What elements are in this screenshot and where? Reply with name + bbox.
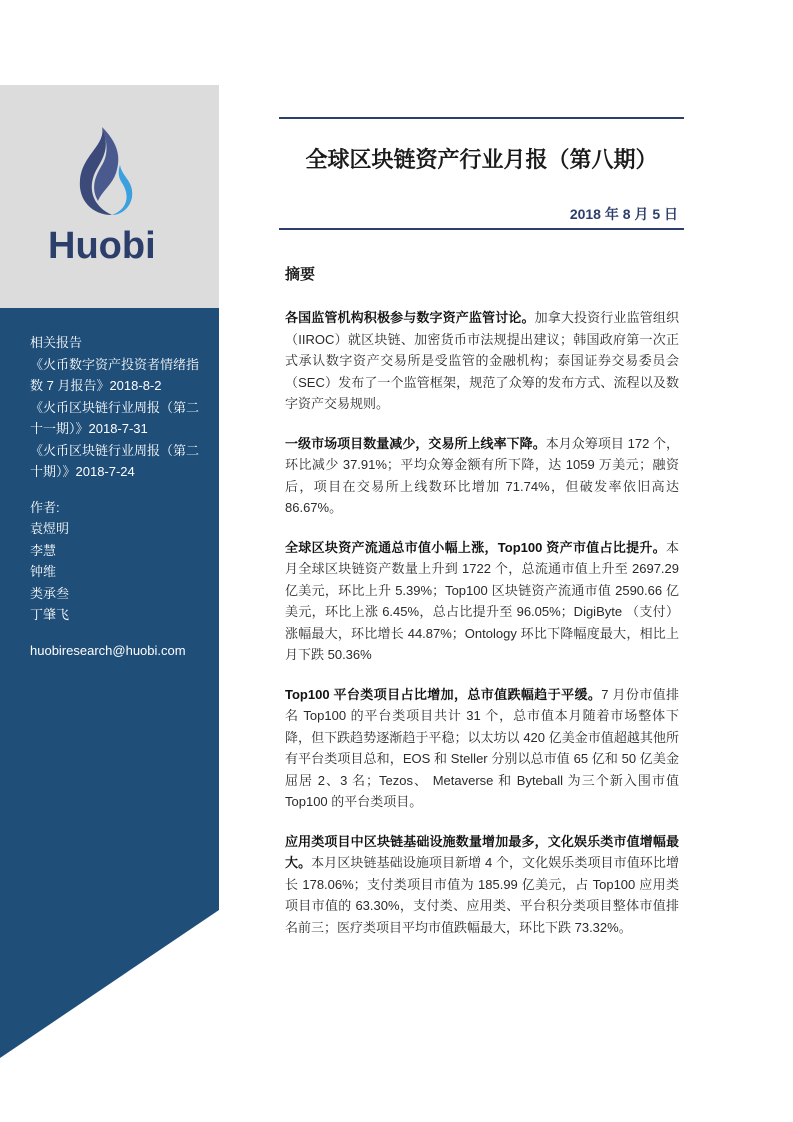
related-reports-label: 相关报告: [30, 335, 83, 350]
abstract-paragraph: [285, 831, 679, 939]
authors-label: 作者:: [30, 499, 60, 515]
paragraph-lead: 一级市场项目数量减少，交易所上线率下降。: [285, 435, 546, 451]
related-report-item[interactable]: 《火币数字资产投资者情绪指数 7 月报告》2018-8-2: [30, 356, 200, 393]
huobi-logo-text: Huobi: [48, 225, 156, 267]
title-bottom-rule: [279, 228, 684, 230]
author-name: 袁煜明: [30, 521, 70, 536]
abstract-body: [285, 307, 679, 956]
huobi-flame-icon: [72, 125, 144, 217]
abstract-paragraph: [285, 433, 679, 519]
sidebar-info: [30, 332, 210, 661]
author-name: 李慧: [30, 542, 57, 558]
paragraph-body: 本月众筹项目 172 个，环比减少 37.91%；平均众筹金额有所下降，达 1059 万美元；融资后，项目在交易所上线数环比增加 71.74%，但破发率依旧高达 86.67%。: [285, 435, 679, 515]
paragraph-body: 7 月份市值排名 Top100 的平台类项目共计 31 个，总市值本月随着市场整体下降，但下跌趋势逐渐趋于平稳；以太坊以 420 亿美金市值超越其他所有平台类项目总和，EOS 和 Steller 分别以总市值 65 亿和 50 亿美金屈居 2、3 名；Tezos、 Metaverse 和 Byteball 为三个新入围市值 Top100 的平台类项目。: [285, 686, 679, 809]
paragraph-lead: 应用类项目中区块链基础设施数量增加最多，文化娱乐类市值增幅最大。: [285, 833, 679, 870]
abstract-paragraph: [285, 684, 679, 813]
abstract-paragraph: [285, 307, 679, 415]
author-name: 钟维: [30, 564, 57, 579]
abstract-paragraph: [285, 537, 679, 666]
paragraph-lead: 全球区块资产流通总市值小幅上涨，Top100 资产市值占比提升。: [285, 539, 666, 555]
related-report-item[interactable]: 《火币区块链行业周报（第二十期）》2018-7-24: [30, 442, 200, 479]
title-top-rule: [279, 117, 684, 119]
author-name: 丁肇飞: [30, 607, 70, 622]
author-name: 类承叁: [30, 585, 70, 601]
paragraph-body: 本月全球区块链资产数量上升到 1722 个，总流通市值上升至 2697.29 亿美元，环比上升 5.39%；Top100 区块链资产流通市值 2590.66 亿美元，环比上涨 6.45%，总占比提升至 96.05%；DigiByte （支付）涨幅最大，环比增长 44.87%；Ontology 环比下降幅度最大，相比上月下跌 50.36%: [285, 539, 679, 662]
contact-email-link[interactable]: huobiresearch@huobi.com: [30, 642, 186, 658]
paragraph-body: 加拿大投资行业监管组织（IIROC）就区块链、加密货币市法规提出建议；韩国政府第一次正式承认数字资产交易所是受监管的金融机构；泰国证券交易委员会（SEC）发布了一个监管框架，规范了众筹的发布方式、流程以及数字资产交易规则。: [285, 310, 679, 411]
document-date: 2018 年 8 月 5 日: [569, 206, 678, 222]
document-title: 全球区块链资产行业月报（第八期）: [305, 147, 658, 172]
abstract-heading: 摘要: [285, 266, 316, 283]
paragraph-body: 本月区块链基础设施项目新增 4 个，文化娱乐类项目市值环比增长 178.06%；支付类项目市值为 185.99 亿美元，占 Top100 应用类项目市值的 63.30%，支付类、应用类、平台积分类项目整体市值排名前三；医疗类项目平均市值跌幅最大，环比下跌 73.32%。: [285, 855, 679, 935]
related-report-item[interactable]: 《火币区块链行业周报（第二十一期）》2018-7-31: [30, 399, 200, 436]
paragraph-lead: 各国监管机构积极参与数字资产监管讨论。: [285, 310, 535, 325]
paragraph-lead: Top100 平台类项目占比增加，总市值跌幅趋于平缓。: [285, 686, 602, 702]
